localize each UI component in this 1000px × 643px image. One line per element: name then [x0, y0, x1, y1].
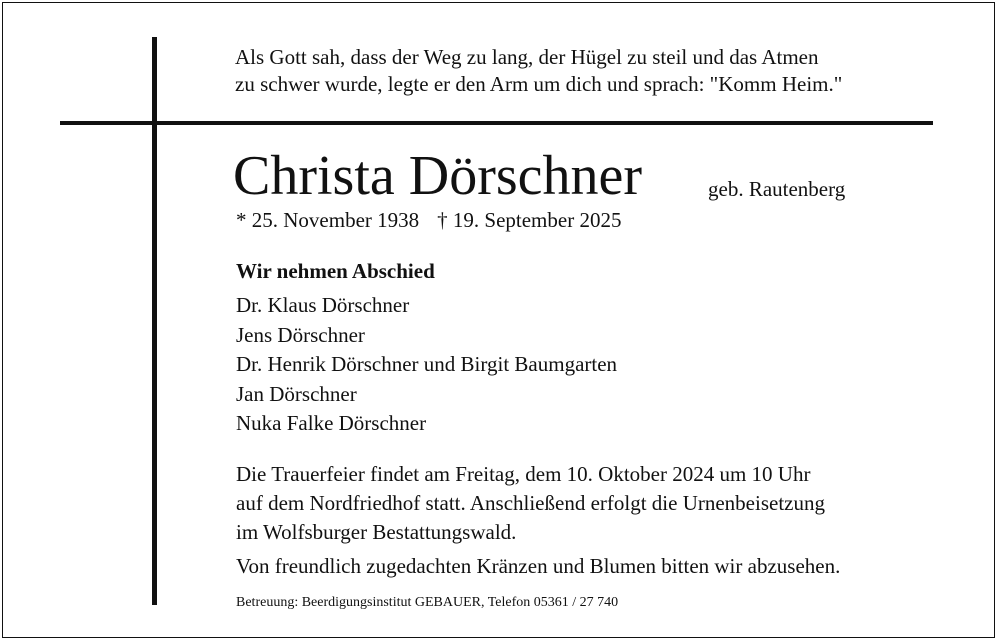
quote-line: zu schwer wurde, legte er den Arm um dich und sprach: "Komm Heim."	[235, 72, 843, 96]
life-dates	[236, 206, 621, 234]
ceremony-line: im Wolfsburger Bestattungswald.	[236, 520, 517, 544]
death-date: † 19. September 2025	[437, 208, 622, 232]
ceremony-details	[236, 460, 825, 547]
cross-horizontal-bar	[60, 121, 933, 125]
mourner-name: Dr. Klaus Dörschner	[236, 293, 410, 317]
ceremony-line: auf dem Nordfriedhof statt. Anschließend erfolgt die Urnenbeisetzung	[236, 491, 825, 515]
mourner-name: Dr. Henrik Dörschner und Birgit Baumgarten	[236, 352, 618, 376]
deceased-name: Christa Dörschner	[233, 145, 643, 207]
deceased-birth-name: geb. Rautenberg	[708, 177, 846, 201]
mourner-name: Jens Dörschner	[236, 322, 365, 347]
mourner-name: Jan Dörschner	[236, 381, 357, 406]
funeral-home-contact: Betreuung: Beerdigungsinstitut GEBAUER, Telefon 05361 / 27 740	[236, 595, 619, 610]
mourners-list	[236, 291, 617, 439]
farewell-heading: Wir nehmen Abschied	[236, 259, 435, 283]
quote-line: Als Gott sah, dass der Weg zu lang, der Hügel zu steil und das Atmen	[235, 45, 819, 69]
mourner-name: Nuka Falke Dörschner	[236, 411, 427, 435]
ceremony-line: Die Trauerfeier findet am Freitag, dem 10. Oktober 2024 um 10 Uhr	[236, 462, 811, 486]
birth-date: * 25. November 1938	[236, 208, 420, 232]
deceased-name-row	[233, 143, 642, 209]
memorial-quote	[235, 44, 935, 98]
flowers-note: Von freundlich zugedachten Kränzen und Blumen bitten wir abzusehen.	[236, 554, 841, 578]
